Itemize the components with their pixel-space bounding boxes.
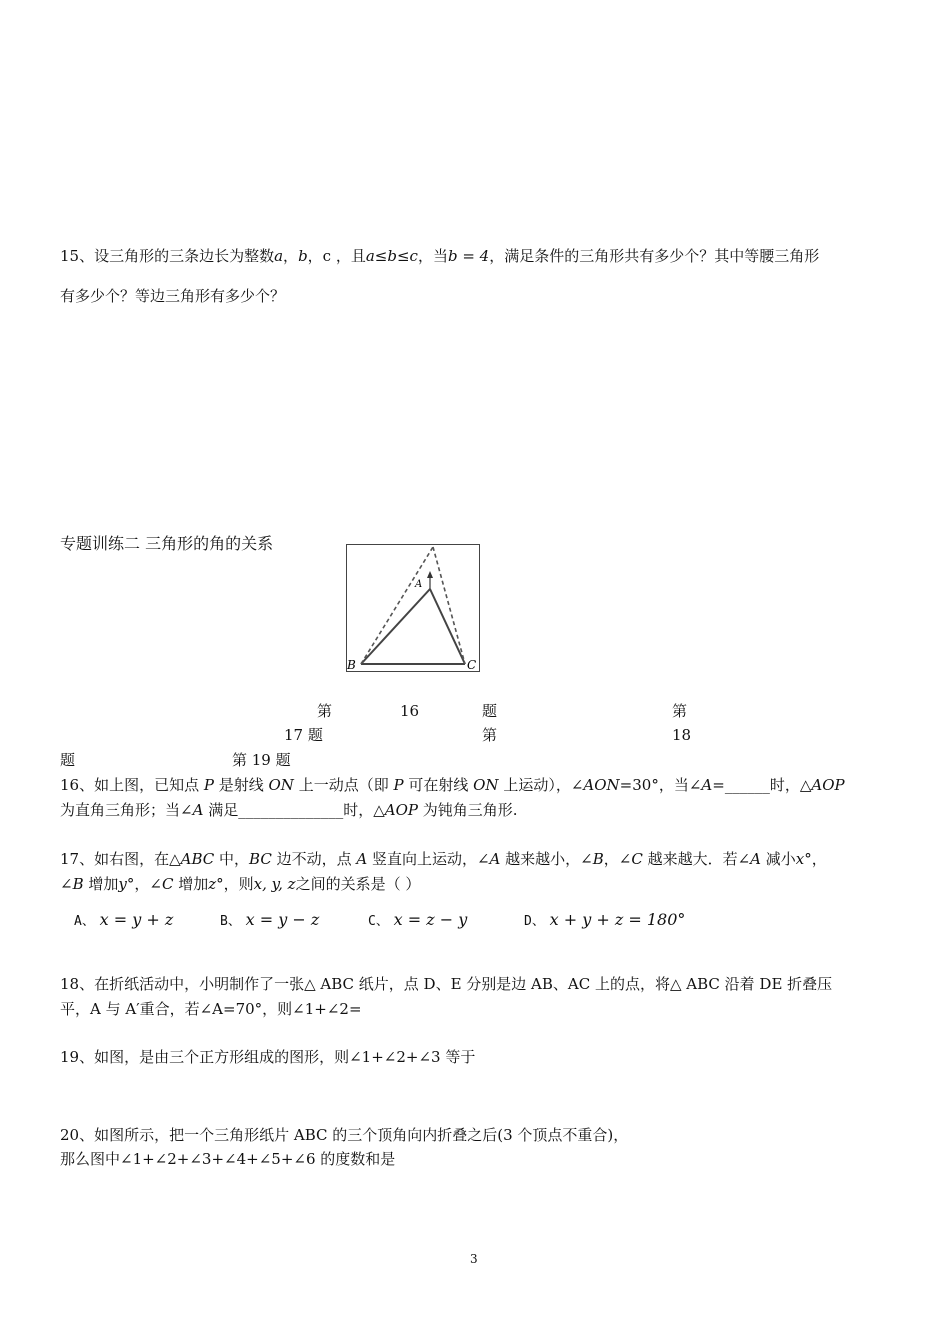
caption: 第 19 题 xyxy=(232,751,291,769)
q20-line-1: 20、如图所示，把一个三角形纸片 ABC 的三个顶角向内折叠之后(3 个顶点不重合)， xyxy=(60,1126,629,1144)
point-p: P xyxy=(393,776,404,794)
figure-triangle xyxy=(346,544,480,672)
var-z: z xyxy=(208,875,217,893)
q15-condition-b: b = 4 xyxy=(447,247,490,265)
q17-text: °，∠ xyxy=(126,875,162,893)
label-c: C xyxy=(467,658,477,671)
angle-aon: AON xyxy=(583,776,620,794)
angle-c: C xyxy=(631,850,643,868)
option-label: A、 xyxy=(74,914,95,929)
angle-b: B xyxy=(72,875,84,893)
caption: 18 xyxy=(672,726,692,744)
caption: 第 xyxy=(482,726,498,744)
q15-line-2: 有多少个？等边三角形有多少个？ xyxy=(60,287,286,305)
ray-on: ON xyxy=(473,776,499,794)
q16-text: 16、如上图，已知点 xyxy=(60,776,204,794)
q15-sep: ，当 xyxy=(417,247,448,265)
option-label: B、 xyxy=(220,914,241,929)
var-x: x xyxy=(795,850,805,868)
option-c[interactable] xyxy=(368,910,467,929)
vars-xyz: x, y, z xyxy=(253,875,296,893)
q17-text: 减小 xyxy=(761,850,796,868)
angle-a: A xyxy=(192,801,204,819)
q20-line-2: 那么图中∠1+∠2+∠3+∠4+∠5+∠6 的度数和是 xyxy=(60,1150,396,1168)
q16-text: 满足______________时，△ xyxy=(203,801,385,819)
q16-text: 上运动），∠ xyxy=(498,776,584,794)
q17-text: 竖直向上运动，∠ xyxy=(367,850,490,868)
option-a[interactable] xyxy=(74,910,173,929)
q17-text: °， xyxy=(804,850,827,868)
page-number: 3 xyxy=(470,1252,478,1266)
q18-line-1: 18、在折纸活动中，小明制作了一张△ ABC 纸片，点 D、E 分别是边 AB、AC 上的点，将△ ABC 沿着 DE 折叠压 xyxy=(60,975,833,993)
q17-text: ，∠ xyxy=(603,850,632,868)
caption: 16 xyxy=(400,702,420,720)
q16-text: 是射线 xyxy=(213,776,269,794)
option-formula: x + y + z = 180° xyxy=(549,910,686,929)
q18-line-2: 平，A 与 A′重合，若∠A=70°，则∠1+∠2= xyxy=(60,1000,362,1018)
q15-text: ，满足条件的三角形共有多少个？其中等腰三角形 xyxy=(489,247,820,265)
side-ac xyxy=(430,589,465,664)
q16-text: 为直角三角形；当∠ xyxy=(60,801,193,819)
q17-text: °，则 xyxy=(216,875,254,893)
option-b[interactable] xyxy=(220,910,319,929)
q16-line-2 xyxy=(60,801,518,819)
label-b: B xyxy=(347,658,356,671)
triangle-abc: ABC xyxy=(180,850,215,868)
var-b: b xyxy=(298,247,308,265)
ray-on: ON xyxy=(268,776,294,794)
side-bc: BC xyxy=(249,850,272,868)
q16-text: 上一动点（即 xyxy=(293,776,394,794)
q15-condition: a≤b≤c xyxy=(365,247,418,265)
angle-a: A xyxy=(750,850,762,868)
q15-sep: ， xyxy=(283,247,299,265)
point-a: A xyxy=(356,850,368,868)
option-formula: x = y − z xyxy=(245,910,320,929)
var-y: y xyxy=(118,875,127,893)
triangle-diagram xyxy=(347,545,479,671)
option-d[interactable] xyxy=(524,910,685,929)
option-label: C、 xyxy=(368,914,389,929)
option-formula: x = y + z xyxy=(99,910,174,929)
caption: 第 xyxy=(672,702,688,720)
label-a: A xyxy=(415,579,423,590)
q17-text: 之间的关系是（ ） xyxy=(295,875,421,893)
section-title: 专题训练二 三角形的角的关系 xyxy=(60,534,274,553)
q15-line-1 xyxy=(60,247,819,265)
q16-text: =30°，当∠ xyxy=(619,776,702,794)
angle-a: A xyxy=(489,850,501,868)
dashed-side-ab xyxy=(361,547,433,664)
q16-text: 可在射线 xyxy=(403,776,474,794)
q17-text: 中， xyxy=(214,850,250,868)
q17-line-2 xyxy=(60,875,420,893)
caption: 第 xyxy=(317,702,333,720)
q17-text: 越来越大．若∠ xyxy=(642,850,751,868)
arrow-up-icon xyxy=(427,571,433,578)
angle-c: C xyxy=(161,875,174,893)
side-ab xyxy=(361,589,430,664)
triangle-aop: AOP xyxy=(384,801,418,819)
var-a: a xyxy=(274,247,284,265)
q19-line-1: 19、如图，是由三个正方形组成的图形，则∠1+∠2+∠3 等于 xyxy=(60,1048,476,1066)
q17-text: 边不动，点 xyxy=(271,850,357,868)
q17-line-1 xyxy=(60,850,827,868)
q15-text: 15、设三角形的三条边长为整数 xyxy=(60,247,275,265)
option-label: D、 xyxy=(524,914,545,929)
angle-a: A xyxy=(701,776,713,794)
q16-text: =______时，△ xyxy=(712,776,812,794)
q17-text: 增加 xyxy=(173,875,209,893)
caption: 题 xyxy=(60,751,76,769)
q17-text: 增加 xyxy=(83,875,119,893)
q17-text: 越来越小，∠ xyxy=(500,850,593,868)
q15-sep: ，c ，且 xyxy=(307,247,366,265)
q17-text: 17、如右图，在△ xyxy=(60,850,181,868)
q17-text: ∠ xyxy=(60,875,73,893)
caption: 17 题 xyxy=(284,726,323,744)
angle-b: B xyxy=(592,850,604,868)
q16-line-1 xyxy=(60,776,845,794)
point-p: P xyxy=(203,776,214,794)
triangle-aop: AOP xyxy=(811,776,845,794)
q16-text: 为钝角三角形. xyxy=(417,801,518,819)
option-formula: x = z − y xyxy=(393,910,468,929)
caption: 题 xyxy=(482,702,498,720)
